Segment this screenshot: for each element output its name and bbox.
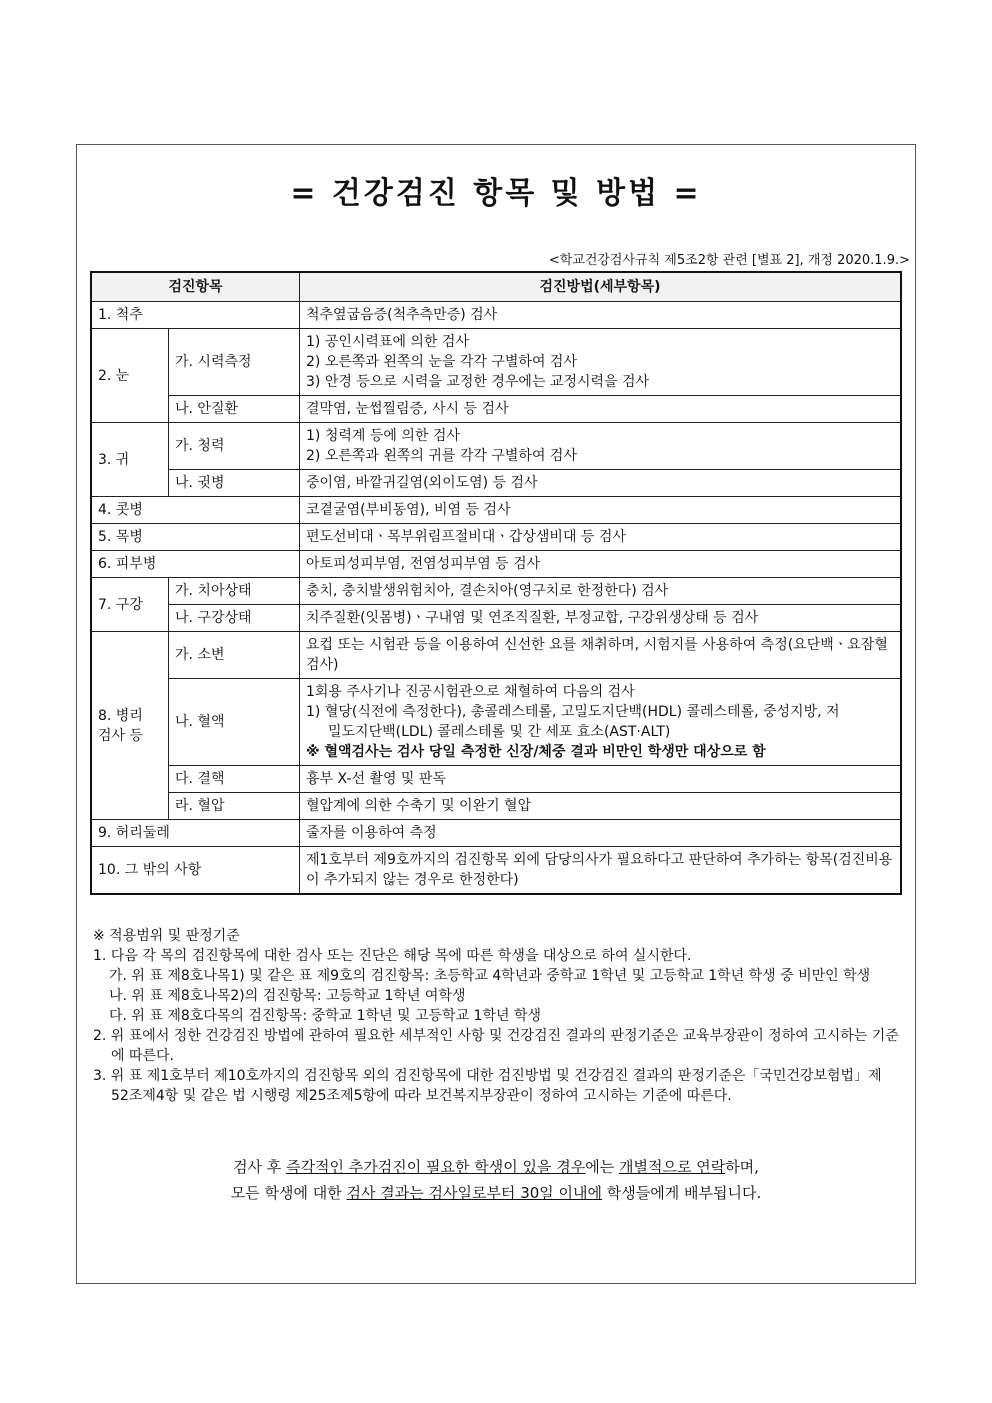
note-subitem: 나. 위 표 제8호나목2)의 검진항목: 고등학교 1학년 여학생 [109,988,466,1004]
table-row [91,793,901,820]
method-cell: 흉부 X-선 촬영 및 판독 [300,766,902,793]
item-cell: 1. 척추 [91,302,300,329]
notice-line [0,1154,992,1180]
method-line: 1) 청력계 등에 의한 검사 [306,428,460,444]
table-row [91,302,901,329]
method-cell: 결막염, 눈썹찔림증, 사시 등 검사 [300,396,902,423]
notice-text: 하며, [725,1158,759,1176]
method-cell [300,679,902,766]
table-row [91,497,901,524]
notice-text: 모든 학생에 대한 [230,1184,347,1202]
table-row [91,423,901,470]
item-cell: 2. 눈 [91,329,169,423]
result-notice [0,1154,992,1206]
method-line: 3) 안경 등으로 시력을 교정한 경우에는 교정시력을 검사 [306,374,650,390]
table-row [91,524,901,551]
item-cell: 5. 목병 [91,524,300,551]
method-cell: 편도선비대ㆍ목부위림프절비대ㆍ갑상샘비대 등 검사 [300,524,902,551]
method-cell: 아토피성피부염, 전염성피부염 등 검사 [300,551,902,578]
notice-underlined-text: 즉각적인 추가검진이 필요한 학생이 있을 경우 [286,1158,586,1176]
subitem-cell: 나. 안질환 [169,396,300,423]
item-line: 8. 병리 [98,707,143,724]
subitem-cell: 나. 귓병 [169,470,300,497]
item-cell: 6. 피부병 [91,551,300,578]
method-cell: 요컵 또는 시험관 등을 이용하여 신선한 요를 채취하며, 시험지를 사용하여 측정(요단백ㆍ요잠혈 검사) [300,632,902,679]
subitem-cell: 가. 청력 [169,423,300,470]
table-header-row [91,272,901,302]
method-line: 1회용 주사기나 진공시험관으로 채혈하여 다음의 검사 [306,684,635,700]
item-cell [91,632,169,820]
table-row [91,820,901,847]
notice-line [0,1180,992,1206]
subitem-cell: 다. 결핵 [169,766,300,793]
method-line: 2) 오른쪽과 왼쪽의 귀를 각각 구별하여 검사 [306,448,577,464]
notice-text: 학생들에게 배부됩니다. [602,1184,762,1202]
subitem-cell: 나. 구강상태 [169,605,300,632]
note-subitem: 가. 위 표 제8호나목1) 및 같은 표 제9호의 검진항목: 초등학교 4학년과 중학교 1학년 및 고등학교 1학년 학생 중 비만인 학생 [109,968,871,984]
method-cell: 치주질환(잇몸병)ㆍ구내염 및 연조직질환, 부정교합, 구강위생상태 등 검사 [300,605,902,632]
page-title: = 건강검진 항목 및 방법 = [290,176,702,211]
note-item: 2. 위 표에서 정한 건강검진 방법에 관하여 필요한 세부적인 사항 및 건강검진 결과의 판정기준은 교육부장관이 정하여 고시하는 기준에 따른다. [93,1028,899,1064]
method-cell [300,329,902,396]
method-line: 밀도지단백(LDL) 콜레스테롤 및 간 세포 효소(AST·ALT) [328,724,671,740]
subitem-cell: 가. 시력측정 [169,329,300,396]
table-row [91,578,901,605]
health-exam-table [90,271,902,895]
table-row [91,679,901,766]
notice-text: 에는 [585,1158,619,1176]
header-exam-method: 검진방법(세부항목) [300,272,902,302]
method-cell: 코곁굴염(부비동염), 비염 등 검사 [300,497,902,524]
regulation-reference: <학교건강검사규칙 제5조2항 관련 [별표 2], 개정 2020.1.9.> [548,253,910,268]
blood-test-note: ※ 혈액검사는 검사 당일 측정한 신장/체중 결과 비만인 학생만 대상으로 함 [306,744,766,760]
table-row [91,766,901,793]
table-row [91,329,901,396]
subitem-cell: 라. 혈압 [169,793,300,820]
notice-underlined-text: 개별적으로 연락 [618,1158,726,1176]
note-subitem: 다. 위 표 제8호다목의 검진항목: 중학교 1학년 및 고등학교 1학년 학생 [109,1008,542,1024]
table-row [91,470,901,497]
method-line: 1) 혈당(식전에 측정한다), 총콜레스테롤, 고밀도지단백(HDL) 콜레스테롤, 중성지방, 저 [306,704,840,720]
item-cell: 7. 구강 [91,578,169,632]
note-item: 3. 위 표 제1호부터 제10호까지의 검진항목 외의 검진항목에 대한 검진방법 및 건강검진 결과의 판정기준은「국민건강보험법」제52조제4항 및 같은 법 시행령 제25조제5항에 따라 보건복지부장관이 정하여 고시하는 기준에 따른다. [93,1068,882,1104]
method-cell: 제1호부터 제9호까지의 검진항목 외에 담당의사가 필요하다고 판단하여 추가하는 항목(검진비용이 추가되지 않는 경우로 한정한다) [300,847,902,895]
table-row [91,632,901,679]
method-cell: 혈압계에 의한 수축기 및 이완기 혈압 [300,793,902,820]
table-row [91,847,901,895]
item-line: 검사 등 [98,727,144,744]
subitem-cell: 가. 치아상태 [169,578,300,605]
table-row [91,605,901,632]
item-cell: 10. 그 밖의 사항 [91,847,300,895]
item-cell: 3. 귀 [91,423,169,497]
notice-underlined-text: 검사 결과는 검사일로부터 30일 이내에 [346,1184,603,1202]
table-row [91,551,901,578]
subitem-cell: 가. 소변 [169,632,300,679]
method-line: 2) 오른쪽과 왼쪽의 눈을 각각 구별하여 검사 [306,354,577,370]
subitem-cell: 나. 혈액 [169,679,300,766]
header-exam-item: 검진항목 [91,272,300,302]
method-line: 1) 공인시력표에 의한 검사 [306,334,469,350]
method-cell: 중이염, 바깥귀길염(외이도염) 등 검사 [300,470,902,497]
method-cell: 충치, 충치발생위험치아, 결손치아(영구치로 한정한다) 검사 [300,578,902,605]
method-cell [300,423,902,470]
item-cell: 9. 허리둘레 [91,820,300,847]
method-cell: 줄자를 이용하여 측정 [300,820,902,847]
item-cell: 4. 콧병 [91,497,300,524]
notice-text: 검사 후 [233,1158,287,1176]
table-row [91,396,901,423]
notes-heading: ※ 적용범위 및 판정기준 [93,928,240,944]
note-item: 1. 다음 각 목의 검진항목에 대한 검사 또는 진단은 해당 목에 따른 학생을 대상으로 하여 실시한다. [93,948,692,964]
notes-section [93,926,899,1106]
method-cell: 척추옆굽음증(척추측만증) 검사 [300,302,902,329]
